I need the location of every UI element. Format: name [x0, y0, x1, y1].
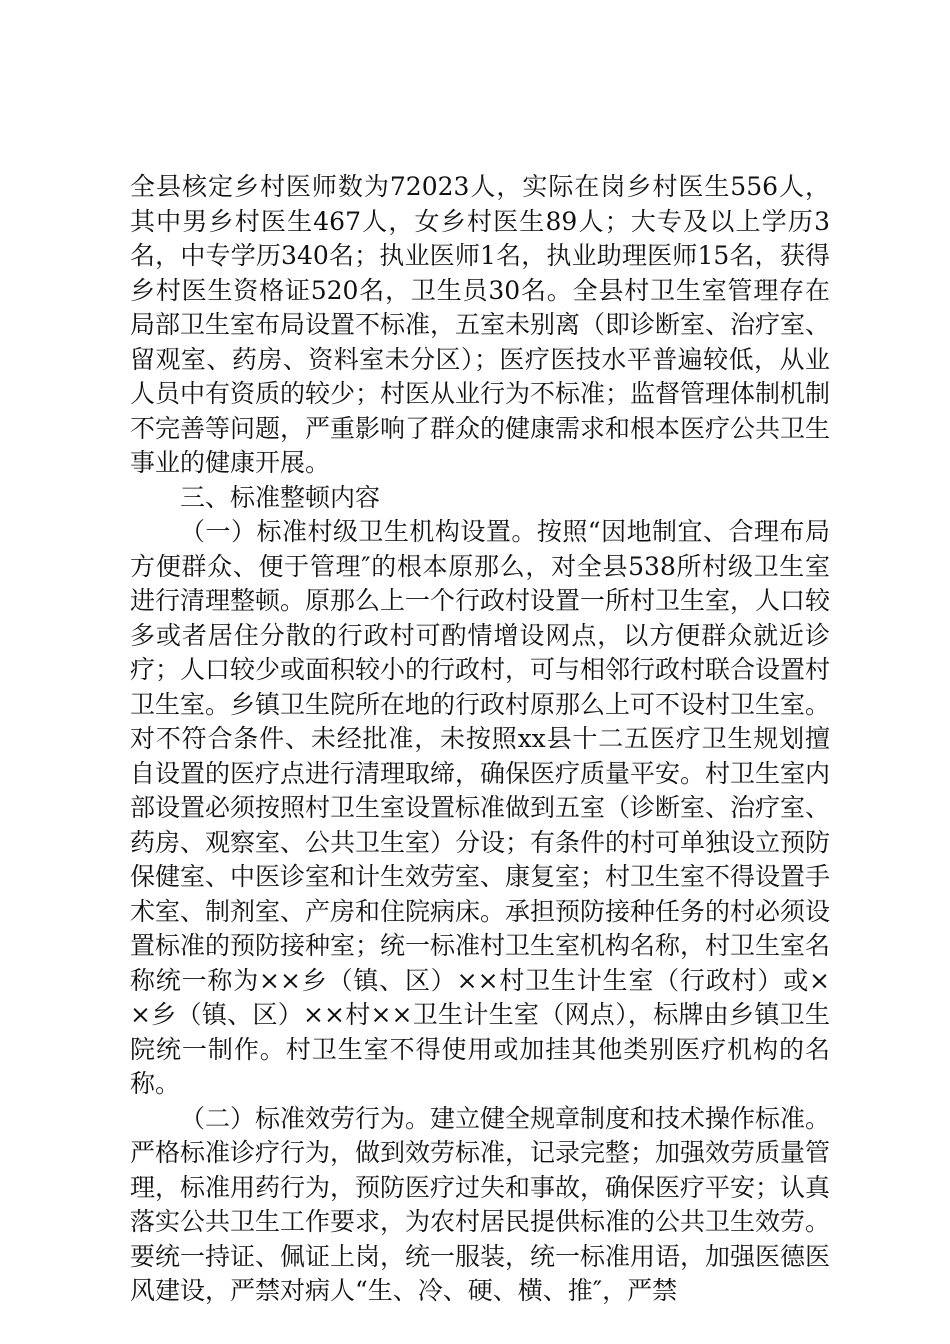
paragraph-staffing-statistics: 全县核定乡村医师数为72023人，实际在岗乡村医生556人，其中男乡村医生467人，女乡村医生89人；大专及以上学历3名，中专学历340名；执业医师1名，执业助理医师15名，获得乡村医生资格证520名，卫生员30名。全县村卫生室管理存在局部卫生室布局设置不标准，五室未别离（即诊断室、治疗室、留观室、药房、资料室未分区）；医疗医技水平普遍较低，从业人员中有资质的较少；村医从业行为不标准；监督管理体制机制不完善等问题，严重影响了群众的健康需求和根本医疗公共卫生事业的健康开展。 [130, 172, 831, 477]
section-heading-rectification-content: 三、标准整顿内容 [180, 482, 381, 512]
paragraph-clinic-setup-standards: （一）标准村级卫生机构设置。按照“因地制宜、合理布局方便群众、便于管理″的根本原那么，对全县538所村级卫生室进行清理整顿。原那么上一个行政村设置一所村卫生室，人口较多或者居住分散的行政村可酌情增设网点，以方便群众就近诊疗；人口较少或面积较小的行政村，可与相邻行政村联合设置村卫生室。乡镇卫生院所在地的行政村原那么上可不设村卫生室。对不符合条件、未经批准，未按照xx县十二五医疗卫生规划擅自设置的医疗点进行清理取缔，确保医疗质量平安。村卫生室内部设置必须按照村卫生室设置标准做到五室（诊断室、治疗室、药房、观察室、公共卫生室）分设；有条件的村可单独设立预防保健室、中医诊室和计生效劳室、康复室；村卫生室不得设置手术室、制剂室、产房和住院病床。承担预防接种任务的村必须设置标准的预防接种室；统一标准村卫生室机构名称，村卫生室名称统一称为××乡（镇、区）××村卫生计生室（行政村）或××乡（镇、区）××村××卫生计生室（网点），标牌由乡镇卫生院统一制作。村卫生室不得使用或加挂其他类别医疗机构的名称。 [130, 517, 831, 1098]
document-body [130, 170, 830, 1309]
paragraph-service-behavior-standards: （二）标准效劳行为。建立健全规章制度和技术操作标准。严格标准诊疗行为，做到效劳标准，记录完整；加强效劳质量管理，标准用药行为，预防医疗过失和事故，确保医疗平安；认真落实公共卫生工作要求，为农村居民提供标准的公共卫生效劳。要统一持证、佩证上岗，统一服装，统一标准用语，加强医德医风建设，严禁对病人“生、冷、硬、横、推″，严禁 [130, 1103, 831, 1305]
